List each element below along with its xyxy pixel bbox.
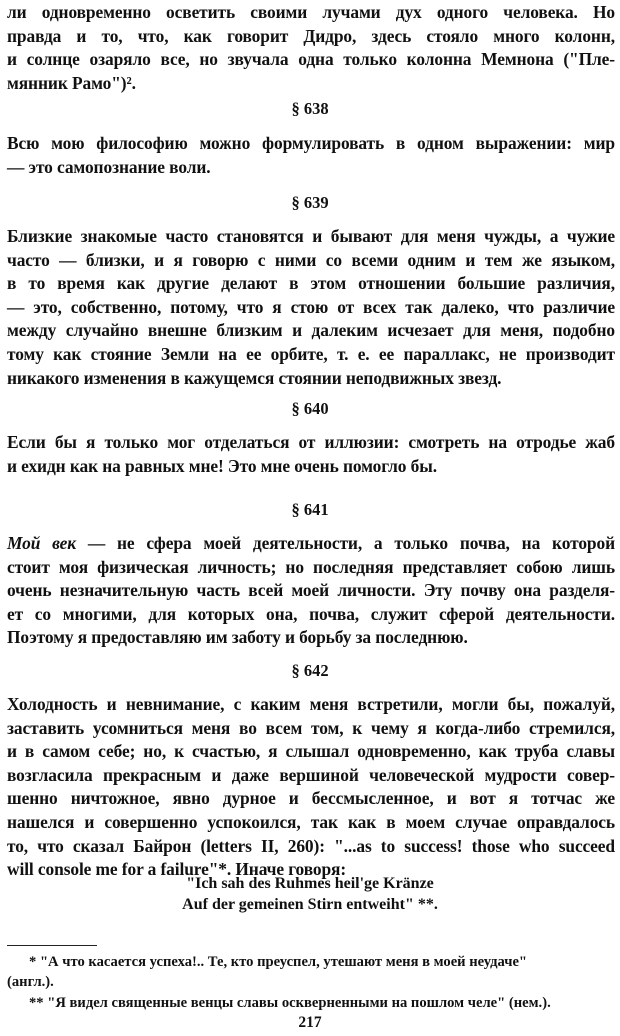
paragraph-text (7, 225, 615, 390)
verse-quotation (0, 873, 620, 915)
paragraph-intro (7, 1, 615, 95)
text-line: возгласила прекрасным и даже вершиной человеческой мудрости совер- (7, 764, 615, 785)
paragraph-640 (7, 431, 615, 478)
section-heading-640: § 640 (291, 399, 329, 418)
paragraph-642 (7, 693, 615, 882)
paragraph-638 (7, 132, 615, 179)
text-line: и в самом себе; но, к счастью, я слышал одновременно, как труба славы (7, 741, 615, 762)
paragraph-639 (7, 225, 615, 390)
paragraph-641 (7, 532, 615, 650)
paragraph-text (7, 1, 615, 95)
text-line: очень незначительную часть всей моей личности. Эту почву она разделя- (7, 580, 615, 601)
footnote-text: * "А что касается успеха!.. Те, кто преуспел, утешают меня в моей неудаче" (29, 954, 528, 970)
section-heading-641: § 641 (291, 500, 329, 519)
text-line: Всю мою философию можно формулировать в одном выражении: мир (7, 133, 615, 153)
footnote-2 (7, 993, 613, 1013)
paragraph-text (7, 132, 615, 179)
text-fragment: — не сфера моей деятельности, а только почва, на которой (75, 533, 615, 553)
text-line: часто — близки, и я говорю с ними со всеми одним и тем же языком, (7, 249, 615, 270)
text-line (7, 532, 615, 556)
text-line: тому как стояние Земли на ее орбите, т. е. ее параллакс, не производит (7, 343, 615, 364)
text-line: и солнце озаряло все, но звучала одна только колонна Мемнона ("Пле- (7, 49, 615, 70)
text-line: в то время как другие делают в этом отношении большие различия, (7, 273, 615, 294)
text-line: правда и то, что, как говорит Дидро, здесь стояло много колонн, (7, 25, 615, 46)
text-line: между случайно внешне близким и далеким исчезает для меня, подобно (7, 320, 615, 341)
text-line: то, что сказал Байрон (letters II, 260): "...as to success! those who succeed (7, 835, 615, 856)
paragraph-text (7, 532, 615, 650)
text-line: ет со многими, для которых она, почва, служит сферой деятельности. (7, 603, 615, 624)
text-line: никакого изменения в кажущемся стоянии неподвижных звезд. (7, 367, 502, 388)
text-line: — это, собственно, потому, что я стою от всех так далеко, что различие (7, 296, 615, 317)
text-line: Поэтому я предоставляю им заботу и борьбу за последнюю. (7, 627, 468, 648)
emphasis-text: Мой век (7, 533, 76, 553)
text-line: заставить усомниться меня во всем том, к чему я когда-либо стремился, (7, 717, 615, 738)
text-line: нашелся и совершенно успокоился, так как в моем случае оправдалось (7, 811, 615, 832)
section-heading-639: § 639 (291, 193, 329, 212)
text-line: ли одновременно осветить своими лучами дух одного человека. Но (7, 2, 615, 22)
footnote-text: (англ.). (7, 974, 54, 990)
text-line: и ехидн как на равных мне! Это мне очень помогло бы. (7, 455, 437, 476)
text-line: Холодность и невнимание, с каким меня встретили, могли бы, пожалуй, (7, 694, 615, 714)
footnote-text: ** "Я видел священные венцы славы оскверненными на пошлом челе" (нем.). (29, 995, 551, 1011)
text-line: — это самопознание воли. (7, 156, 211, 177)
section-heading-642: § 642 (291, 661, 329, 680)
footnote-divider (7, 945, 97, 946)
verse-line: "Ich sah des Ruhmes heil'ge Kränze (186, 875, 434, 892)
section-heading-638: § 638 (291, 99, 329, 118)
paragraph-text (7, 431, 615, 478)
text-line: стоит моя физическая личность; но последняя представляет собою лишь (7, 556, 615, 577)
text-line: мянник Рамо")². (7, 72, 136, 93)
text-line: will console me for a failure"*. Иначе говоря: (7, 859, 347, 880)
footnote-1 (7, 952, 613, 992)
text-line: шенно ничтожное, явно дурное и бессмысленное, и вот я тотчас же (7, 788, 615, 809)
verse-line: Auf der gemeinen Stirn entweiht" **. (182, 896, 438, 913)
text-line: Близкие знакомые часто становятся и бывают для меня чужды, а чужие (7, 226, 615, 246)
text-line: Если бы я только мог отделаться от иллюзии: смотреть на отродье жаб (7, 432, 615, 452)
page-number: 217 (298, 1014, 322, 1031)
paragraph-text (7, 693, 615, 882)
